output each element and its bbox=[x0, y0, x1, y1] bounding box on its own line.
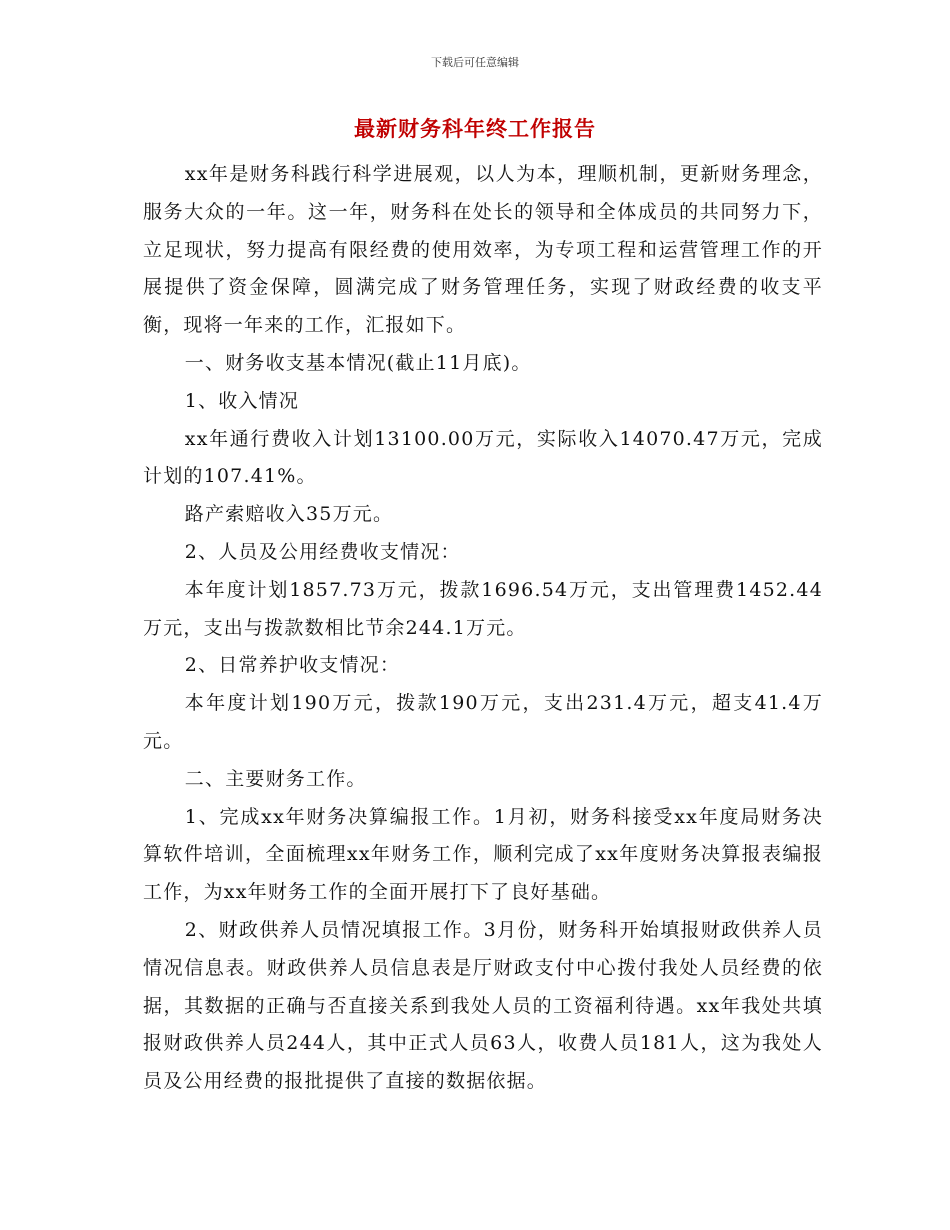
section-heading-1: 一、财务收支基本情况(截止11月底)。 bbox=[184, 351, 532, 374]
subheading-maintenance: 2、日常养护收支情况： bbox=[184, 654, 401, 677]
subheading-income: 1、收入情况 bbox=[184, 389, 300, 412]
paragraph-staff-info: 2、财政供养人员情况填报工作。3月份，财务科开始填报财政供养人员情况信息表。财政供养人员信息表是厅财政支付中心拨付我处人员经费的依据，其数据的正确与否直接关系到我处人员的工资福利待遇。xx年我处共填报财政供养人员244人，其中正式人员63人，收费人员181人，这为我处人员及公用经费的报批提供了直接的数据依据。 bbox=[143, 918, 823, 1093]
paragraph-final-accounts: 1、完成xx年财务决算编报工作。1月初，财务科接受xx年度局财务决算软件培训，全面梳理xx年财务工作，顺利完成了xx年度财务决算报表编报工作，为xx年财务工作的全面开展打下了良好基础。 bbox=[143, 805, 823, 904]
paragraph-maintenance: 本年度计划190万元，拨款190万元，支出231.4万元，超支41.4万元。 bbox=[143, 692, 823, 752]
paragraph-claim-income: 路产索赔收入35万元。 bbox=[184, 503, 394, 526]
paragraph-toll-income: xx年通行费收入计划13100.00万元，实际收入14070.47万元，完成计划的107.41%。 bbox=[143, 427, 823, 488]
paragraph-personnel-funds: 本年度计划1857.73万元，拨款1696.54万元，支出管理费1452.44万元，支出与拨款数相比节余244.1万元。 bbox=[143, 578, 823, 639]
document-body bbox=[143, 156, 823, 1101]
paragraph-intro: xx年是财务科践行科学进展观，以人为本，理顺机制，更新财务理念，服务大众的一年。这一年，财务科在处长的领导和全体成员的共同努力下，立足现状，努力提高有限经费的使用效率，为专项工程和运营管理工作的开展提供了资金保障，圆满完成了财务管理任务，实现了财政经费的收支平衡，现将一年来的工作，汇报如下。 bbox=[143, 163, 823, 337]
subheading-personnel-funds: 2、人员及公用经费收支情况： bbox=[184, 540, 461, 563]
section-heading-2: 二、主要财务工作。 bbox=[184, 767, 367, 790]
document-title: 最新财务科年终工作报告 bbox=[354, 117, 596, 141]
header-note: 下载后可任意编辑 bbox=[431, 56, 519, 69]
